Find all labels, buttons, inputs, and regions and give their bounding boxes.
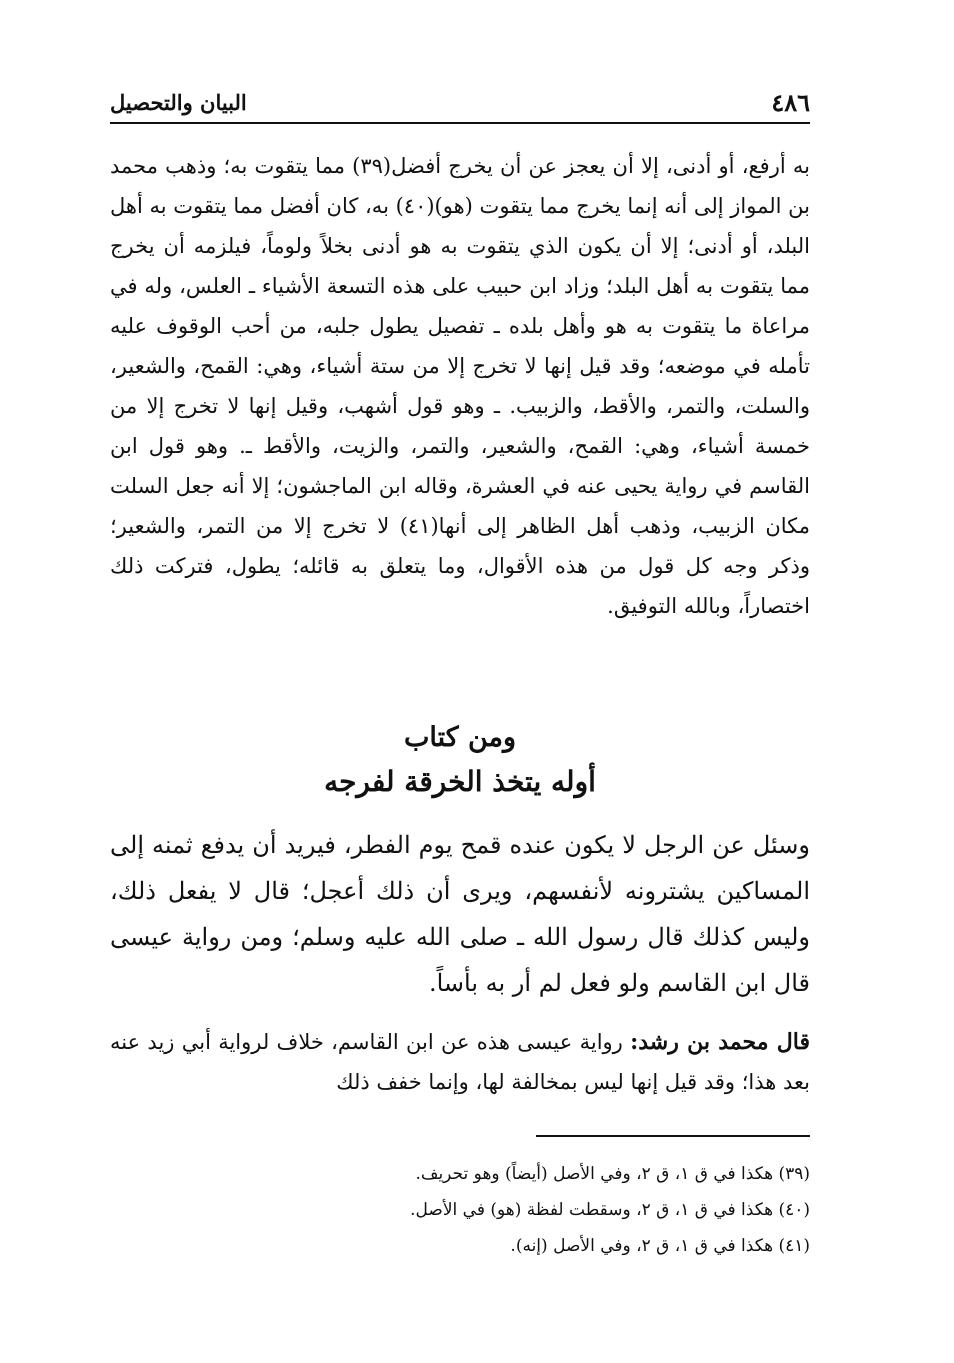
paragraph-2: وسئل عن الرجل لا يكون عنده قمح يوم الفطر، فيريد أن يدفع ثمنه إلى المساكين يشترونه لأنفسهم، ويرى أن ذلك أعجل؛ قال لا يفعل ذلك، وليس كذلك قال رسول الله ـ صلى الله عليه وسلم؛ ومن رواية عيسى قال ابن القاسم ولو فعل لم أر به بأساً. xyxy=(110,831,810,997)
running-title: البيان والتحصيل xyxy=(110,90,247,115)
paragraph-3 xyxy=(110,1022,810,1102)
footnote-40: (٤٠) هكذا في ق ١، ق ٢، وسقطت لفظة (هو) في الأصل. xyxy=(410,1200,810,1220)
paragraph-1: به أرفع، أو أدنى، إلا أن يعجز عن أن يخرج أفضل(٣٩) مما يتقوت به؛ وذهب محمد بن المواز إلى أنه إنما يخرج مما يتقوت (هو)(٤٠) به، كان أفضل مما يتقوت به أهل البلد، أو أدنى؛ إلا أن يكون الذي يتقوت به هو أدنى بخلاً ولوماً، فيلزمه أن يخرج مما يتقوت به أهل البلد؛ وزاد ابن حبيب على هذه التسعة الأشياء ـ العلس، وله في مراعاة ما يتقوت به هو وأهل بلده ـ تفصيل يطول جلبه، من أحب الوقوف عليه تأمله في موضعه؛ وقد قيل إنها لا تخرج إلا من ستة أشياء، وهي: القمح، والشعير، والسلت، والتمر، والأقط، والزبيب. ـ وهو قول أشهب، وقيل إنها لا تخرج إلا من خمسة أشياء، وهي: القمح، والشعير، والتمر، والزيت، والأقط ـ. وهو قول ابن القاسم في رواية يحيى عنه في العشرة، وقاله ابن الماجشون؛ إلا أنه جعل السلت مكان الزبيب، وذهب أهل الظاهر إلى أنها(٤١) لا تخرج إلا من التمر، والشعير؛ وذكر وجه كل قول من هذه الأقوال، وما يتعلق به قائله؛ يطول، فتركت ذلك اختصاراً، وبالله التوفيق. xyxy=(110,154,811,618)
footnote-separator xyxy=(536,1135,810,1137)
footnote-39: (٣٩) هكذا في ق ١، ق ٢، وفي الأصل (أيضاً) وهو تحريف. xyxy=(415,1164,810,1184)
page-header xyxy=(110,88,810,124)
footnotes xyxy=(110,1156,810,1264)
speaker-label: قال محمد بن رشد: xyxy=(630,1029,810,1055)
page-number: ٤٨٦ xyxy=(771,88,810,117)
section-heading xyxy=(110,718,810,804)
section-heading-line-2: أوله يتخذ الخرقة لفرجه xyxy=(324,765,596,798)
footnote-41: (٤١) هكذا في ق ١، ق ٢، وفي الأصل (إنه). xyxy=(510,1236,810,1256)
section-heading-line-1: ومن كتاب xyxy=(403,722,517,753)
paragraph-3-text: رواية عيسى هذه عن ابن القاسم، خلاف لرواية أبي زيد عنه بعد هذا؛ وقد قيل إنها ليس بمخالفة لها، وإنما خفف ذلك xyxy=(110,1030,810,1094)
